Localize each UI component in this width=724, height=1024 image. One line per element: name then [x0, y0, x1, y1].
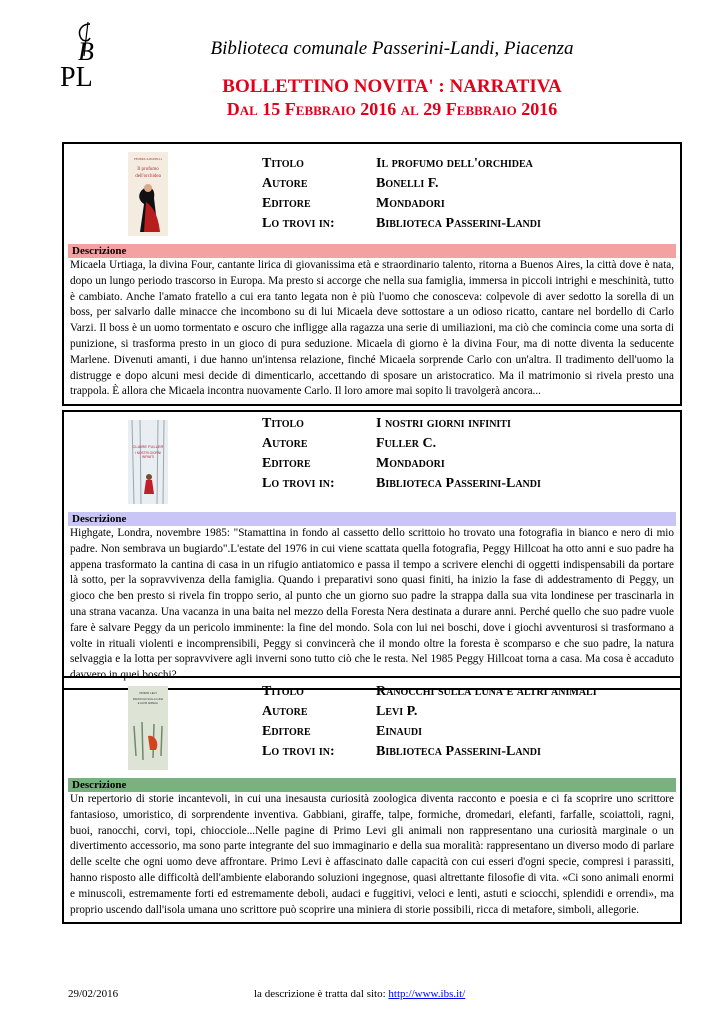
- svg-text:PL: PL: [60, 62, 93, 90]
- label-publisher: Editore: [262, 456, 311, 471]
- book-description: Un repertorio di storie incantevoli, in cui una inesausta curiosità zoologica diventa racconto e poesia e ci fa scoprire uno scrittore fantasioso, umoristico, di sorprendente inventiva. Gabbiani, giraffe, talpe, formiche, dromedari, elefanti, farfalle, scoiattoli, ragni, buoi, ranocchi, corvi, topi, chiocciole...Nelle pagine di Primo Levi gli animali non rappresentano una curiosità marginale o un divertimento accessorio, ma sono parte integrante del suo immaginario e della sua moralità: rappresentano un diverso modo di parlare delle scelte che ogni uomo deve affrontare. Primo Levi è affascinato dalle capacità con cui esseri d'ogni specie, compresi i parassiti, hanno risposto alle difficoltà dell'ambiente elaborando soluzioni ingegnose, quasi altrettante filosofie di vita. «Ci sono animali enormi e minuscoli, estremamente forti ed estremamente deboli, audaci e fuggitivi, veloci e lenti, astuti e sciocchi, splendidi e orrendi», ma proprio uscendo dall'isola umana uno scrittore può scoprire una miniera di storie possibili, ricca di metafore, simboli, allegorie.: [70, 793, 674, 916]
- cover-author-3: PRIMO LEVI: [139, 691, 157, 695]
- book-publisher: Mondadori: [376, 456, 445, 471]
- book-description: Micaela Urtiaga, la divina Four, cantante lirica di giovanissima età e straordinario talento, ritorna a Buenos Aires, la città dove è nata, dopo un lungo periodo trascorso in Europa. Ma presto si accorge che nella sua famiglia, immersa in piccoli intrighi e meschinità, tutto è cambiato. Anche l'amato fratello a cui era tanto legata non è più l'uomo che conosceva: colpevole di aver sedotto la sorella di un boss, per salvarlo dalle minacce che incombono su di lui Micaela deve sottostare a un odioso ricatto, cantare nel bordello di Carlo Varzi. Il boss è un uomo tormentato e oscuro che infligge alla ragazza una serie di umiliazioni, ma ciò che comincia come una sorta di punizione, si trasforma presto in un gioco di pura seduzione. Micaela di giorno è la divina Four, ma di notte diventa la seducente Marlene. Divenuti amanti, i due hanno un'intensa relazione, finché Micaela sorprende Carlo con un'altra. Il tradimento dell'uomo la distrugge e dopo alcuni mesi decide di dimenticarlo, accettando di sposare un aristocratico. Ma il matrimonio si rivela presto una trappola. È allora che Micaela incontra nuovamente Carlo. Il loro amore mai sopito li travolgerà ancora...: [70, 259, 674, 398]
- svg-text:RANOCCHI SULLA LUNA: RANOCCHI SULLA LUNA: [132, 698, 164, 701]
- description-heading: Descrizione: [68, 512, 676, 526]
- book-author: Bonelli F.: [376, 176, 439, 191]
- label-publisher: Editore: [262, 724, 311, 739]
- library-name: Biblioteca comunale Passerini-Landi, Piacenza: [210, 38, 574, 59]
- label-title: Titolo: [262, 156, 304, 171]
- label-title: Titolo: [262, 684, 304, 699]
- label-title: Titolo: [262, 416, 304, 431]
- label-location: Lo trovi in:: [262, 216, 335, 231]
- book-cover-1: [128, 152, 168, 236]
- svg-text:dell'orchidea: dell'orchidea: [135, 174, 161, 179]
- label-author: Autore: [262, 176, 308, 191]
- book-title: Ranocchi sulla luna e altri animali: [376, 684, 597, 699]
- bulletin-dates: Dal 15 Febbraio 2016 al 29 Febbraio 2016: [226, 99, 558, 119]
- label-publisher: Editore: [262, 196, 311, 211]
- book-cover-3: [128, 686, 168, 770]
- svg-text:I NOSTRI GIORNI: I NOSTRI GIORNI: [134, 451, 162, 455]
- svg-text:E ALTRI ANIMALI: E ALTRI ANIMALI: [137, 702, 159, 705]
- description-heading: Descrizione: [68, 244, 676, 258]
- book-location: Biblioteca Passerini-Landi: [376, 216, 541, 231]
- svg-text:Il profumo: Il profumo: [137, 167, 159, 172]
- book-description: Highgate, Londra, novembre 1985: "Stamattina in fondo al cassetto dello scrittoio ho trovato una fotografia in bianco e nero di mio padre. Non sembrava un bugiardo".L'estate del 1976 in cui viene scattata quella fotografia, Peggy Hillcoat ha otto anni e suo padre ha appena trasformato la cantina di casa in un rifugio antiatomico e passa il tempo a scrivere elenchi di oggetti indispensabili da portare là sotto, per la sopravvivenza della famiglia. Quando i preparativi sono quasi finiti, ha inizio la fase di addestramento di Peggy, un gioco che ben presto si rivela fin troppo serio, al punto che un giorno suo padre la strappa dalla sua vita londinese per trascinarla in una strana vacanza. Una vacanza in una baita nel mezzo della Foresta Nera destinata a durare anni. Perché quello che suo padre vuole fare è salvare Peggy da un pericolo imminente: la fine del mondo. Sola con lui nei boschi, dove i giochi avventurosi si trasformano a volte in rituali violenti e incomprensibili, Peggy si convincerà che il mondo oltre la foresta è scomparso e che suo padre, la natura selvaggia e la lotta per sopravvivere agli inverni sono tutto ciò che le resta. Nel 1985 Peggy Hillcoat torna a casa. Ma cosa è accaduto davvero in quei boschi?: [70, 527, 674, 682]
- book-publisher: Mondadori: [376, 196, 445, 211]
- cover-author-2: CLAIRE FULLER: [132, 444, 164, 449]
- book-title: Il profumo dell'orchidea: [376, 156, 533, 171]
- book-card-3: [62, 676, 682, 924]
- footer-source-prefix: la descrizione è tratta dal sito:: [254, 988, 389, 1000]
- label-author: Autore: [262, 704, 308, 719]
- svg-text:B: B: [78, 37, 94, 66]
- footer-source: [254, 988, 465, 1000]
- bulletin-title: BOLLETTINO NOVITA' : NARRATIVA: [222, 76, 562, 97]
- book-location: Biblioteca Passerini-Landi: [376, 476, 541, 491]
- book-publisher: Einaudi: [376, 724, 423, 739]
- book-author: Fuller C.: [376, 436, 437, 451]
- source-link[interactable]: http://www.ibs.it/: [388, 988, 466, 1000]
- footer-date: 29/02/2016: [68, 988, 119, 1000]
- book-author: Levi P.: [376, 704, 418, 719]
- book-location: Biblioteca Passerini-Landi: [376, 744, 541, 759]
- book-cover-2: [128, 420, 168, 504]
- book-card-1: [62, 142, 682, 406]
- svg-text:INFINITI: INFINITI: [141, 455, 155, 459]
- description-heading: Descrizione: [68, 778, 676, 792]
- book-title: I nostri giorni infiniti: [376, 416, 511, 431]
- label-location: Lo trovi in:: [262, 476, 335, 491]
- label-author: Autore: [262, 436, 308, 451]
- cover-author-1: FEDERICA BONELLI: [133, 157, 163, 161]
- label-location: Lo trovi in:: [262, 744, 335, 759]
- book-card-2: [62, 410, 682, 690]
